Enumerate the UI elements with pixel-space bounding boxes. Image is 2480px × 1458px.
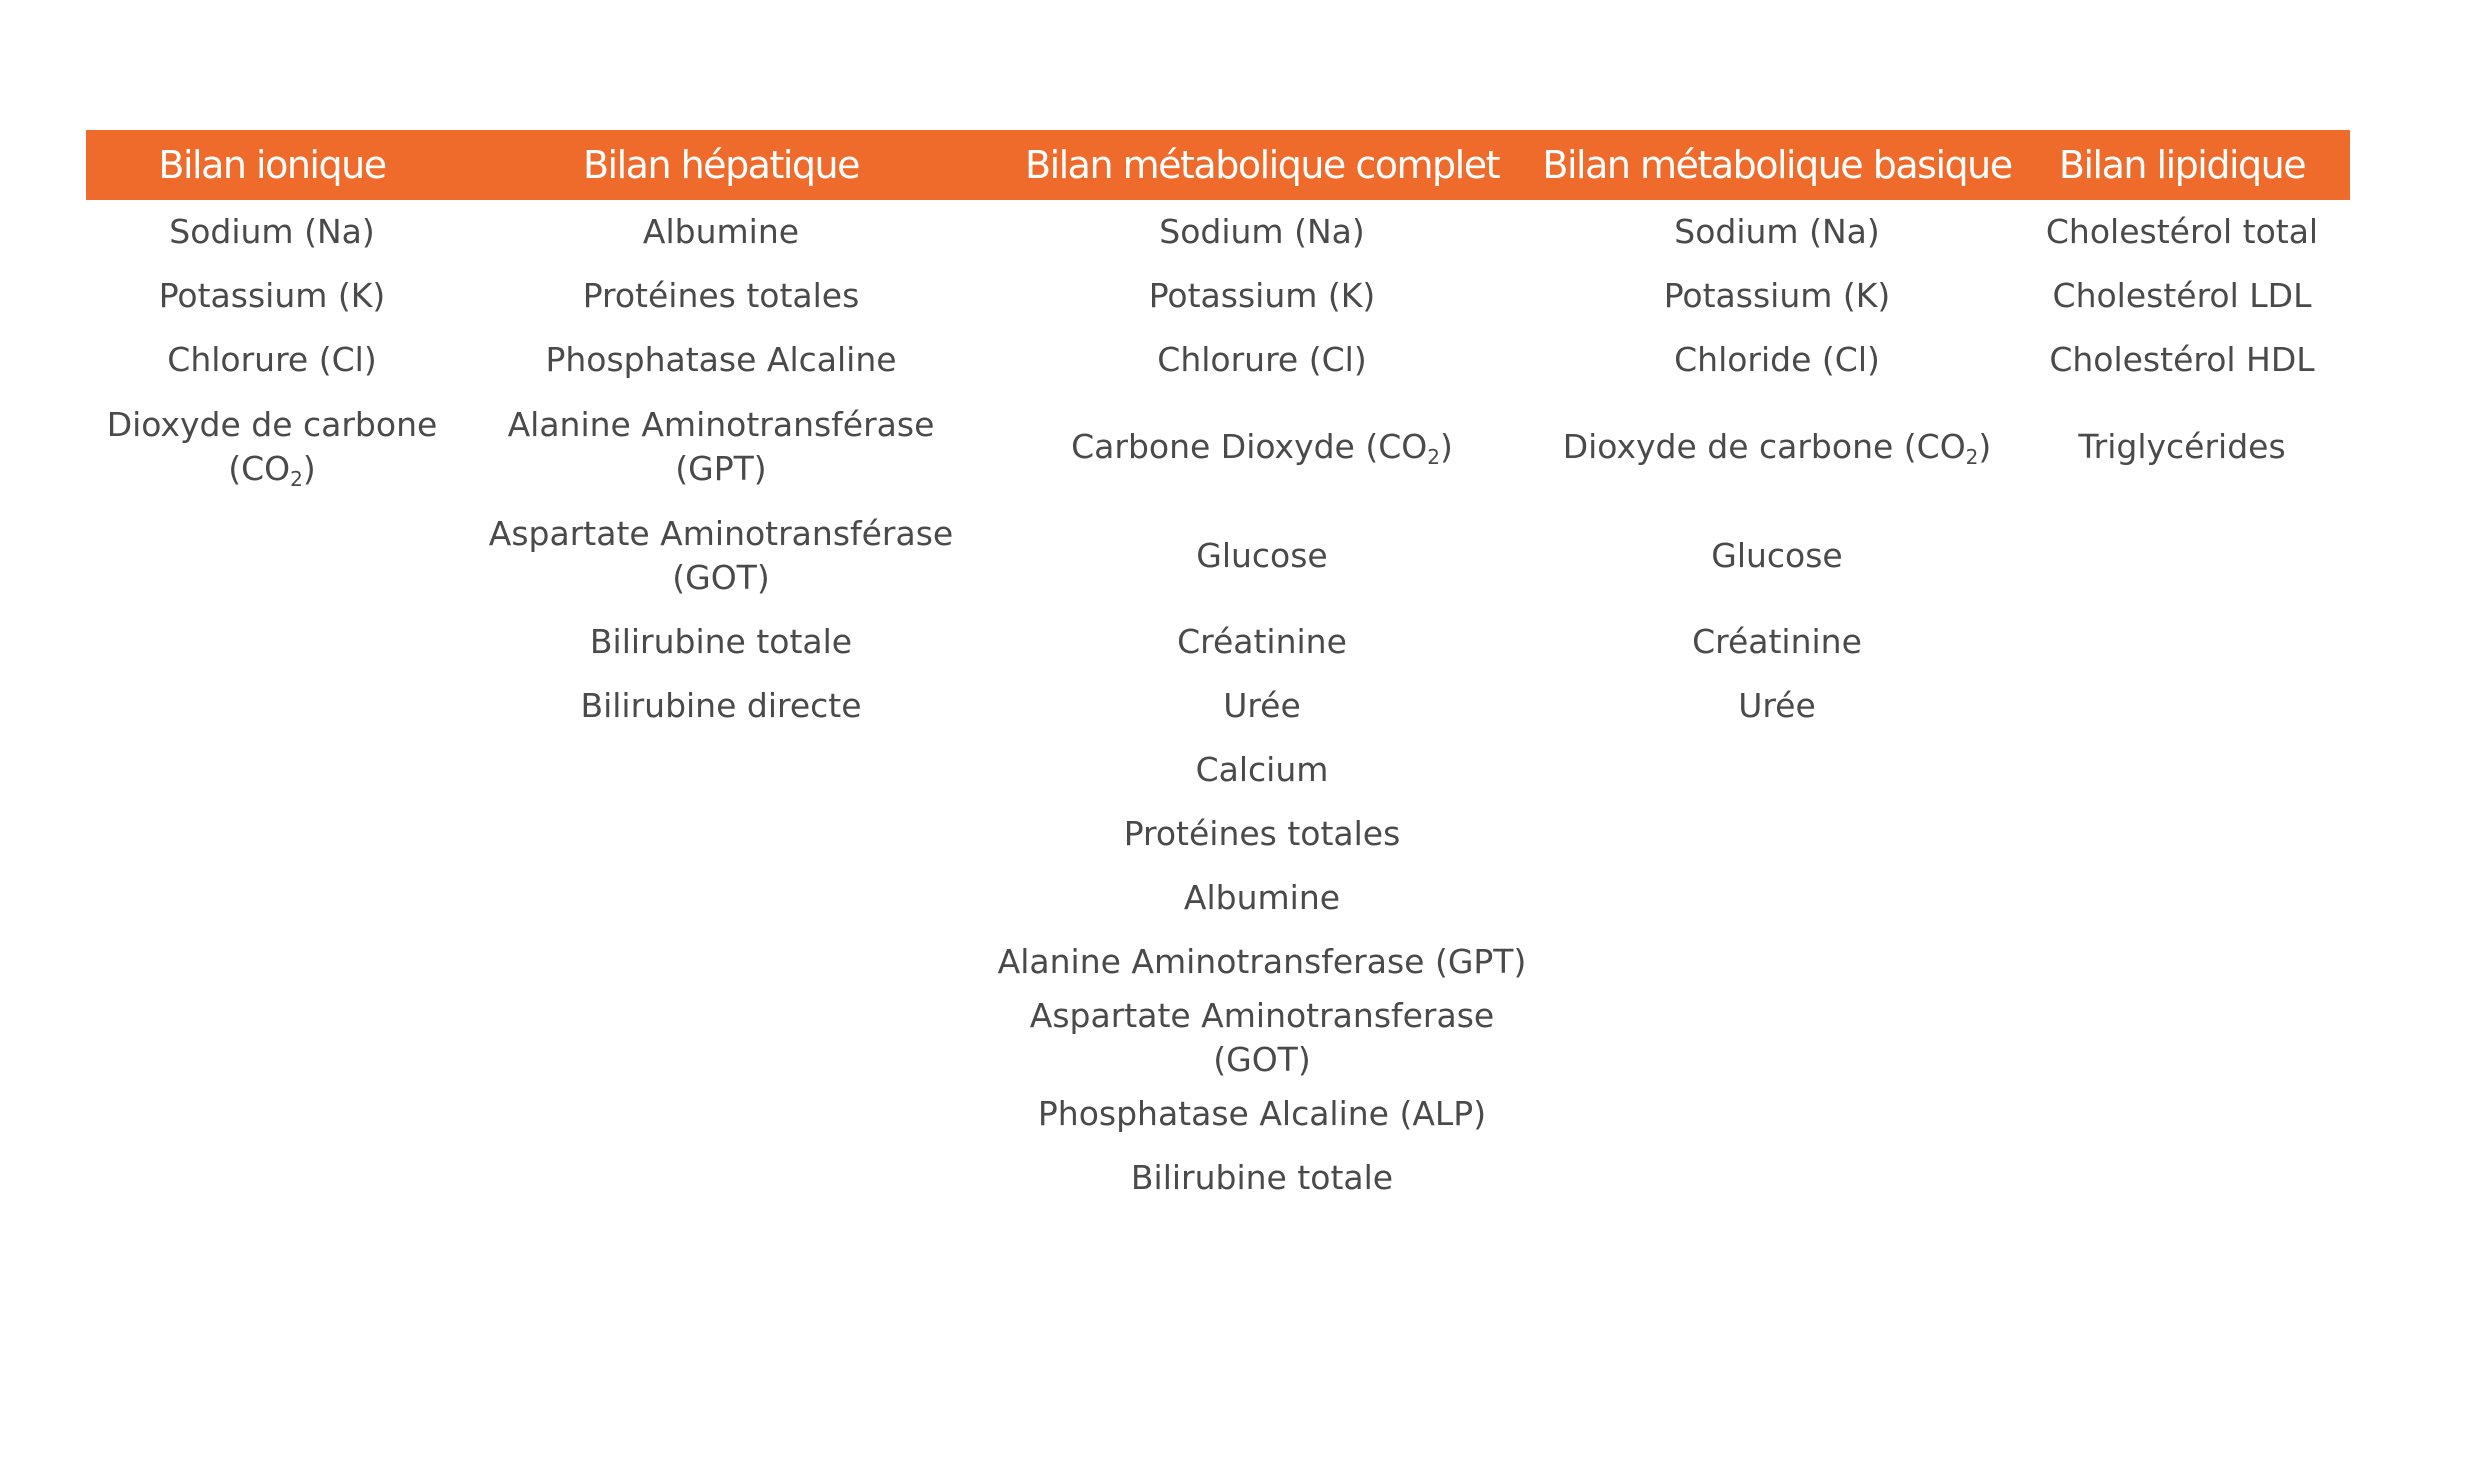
cell-empty [458, 994, 984, 1082]
cell-empty [86, 1146, 458, 1210]
cell-empty [86, 866, 458, 930]
co2-prefix: Carbone Dioxyde (CO [1071, 427, 1428, 466]
cell-item: Bilirubine totale [1130, 1158, 1394, 1197]
cell-empty [2014, 1082, 2350, 1146]
cell-empty [458, 866, 984, 930]
cell-empty [458, 930, 984, 994]
cell-empty [2014, 738, 2350, 802]
table-row [86, 1146, 2350, 1210]
cell-empty [458, 802, 984, 866]
cell-empty [86, 1082, 458, 1146]
table-row [86, 200, 2350, 264]
co2-subscript: 2 [290, 467, 303, 491]
cell-empty [1540, 1146, 2014, 1210]
cell-empty [2014, 930, 2350, 994]
panel-comparison-table [86, 130, 2350, 1210]
cell-empty [86, 502, 458, 610]
co2-suffix: ) [1978, 427, 1992, 466]
cell-item: Potassium (K) [158, 276, 386, 315]
cell-item: Chlorure (Cl) [1157, 340, 1367, 379]
cell-empty [86, 610, 458, 674]
cell-item: Bilirubine directe [580, 686, 862, 725]
cell-item: Albumine [642, 212, 800, 251]
table-row [86, 502, 2350, 610]
cell-item: Phosphatase Alcaline [545, 340, 897, 379]
cell-empty [1540, 738, 2014, 802]
co2-subscript: 2 [1965, 445, 1979, 469]
co2-suffix: ) [302, 449, 316, 488]
cell-item: Sodium (Na) [169, 212, 375, 251]
cell-empty [1540, 1082, 2014, 1146]
cell-item: Potassium (K) [1148, 276, 1376, 315]
cell-empty [86, 930, 458, 994]
cell-co2 [86, 392, 458, 502]
header-complete-metabolic-panel: Bilan métabolique complet [984, 130, 1540, 200]
cell-item: Créatinine [1692, 622, 1862, 661]
cell-empty [1540, 994, 2014, 1082]
cell-item: Alanine Aminotransférase (GPT) [507, 405, 935, 488]
cell-item: Cholestérol HDL [2049, 340, 2315, 379]
cell-item: Sodium (Na) [1159, 212, 1365, 251]
header-basic-metabolic-panel: Bilan métabolique basique [1540, 130, 2014, 200]
cell-empty [1540, 802, 2014, 866]
table-row [86, 866, 2350, 930]
header-row [86, 130, 2350, 200]
cell-empty [458, 1146, 984, 1210]
cell-empty [2014, 674, 2350, 738]
table-row [86, 994, 2350, 1082]
cell-item: Potassium (K) [1663, 276, 1891, 315]
cell-co2 [1540, 392, 2014, 502]
table-row [86, 802, 2350, 866]
cell-empty [86, 802, 458, 866]
table-row [86, 738, 2350, 802]
cell-item: Albumine [1183, 878, 1341, 917]
cell-item: Protéines totales [1123, 814, 1401, 853]
cell-item: Cholestérol LDL [2052, 276, 2312, 315]
table-row [86, 328, 2350, 392]
cell-empty [2014, 502, 2350, 610]
cell-empty [2014, 994, 2350, 1082]
table-row [86, 1082, 2350, 1146]
cell-item: Glucose [1196, 536, 1328, 575]
header-liver-panel: Bilan hépatique [458, 130, 984, 200]
cell-item: Glucose [1711, 536, 1843, 575]
cell-empty [458, 1082, 984, 1146]
cell-item: Bilirubine totale [589, 622, 853, 661]
cell-item: Sodium (Na) [1674, 212, 1880, 251]
cell-empty [2014, 610, 2350, 674]
cell-empty [2014, 866, 2350, 930]
table-row [86, 674, 2350, 738]
cell-item: Alanine Aminotransferase (GPT) [997, 942, 1527, 981]
cell-item: Protéines totales [582, 276, 860, 315]
co2-subscript: 2 [1427, 445, 1440, 469]
cell-item: Cholestérol total [2045, 212, 2319, 251]
cell-empty [86, 994, 458, 1082]
cell-item: Aspartate Aminotransférase (GOT) [488, 514, 954, 597]
cell-co2 [984, 392, 1540, 502]
cell-empty [2014, 802, 2350, 866]
cell-item: Urée [1223, 686, 1301, 725]
cell-item: Phosphatase Alcaline (ALP) [1037, 1094, 1487, 1133]
cell-item: Aspartate Aminotransferase (GOT) [1029, 996, 1495, 1079]
table-row [86, 264, 2350, 328]
cell-item: Calcium [1195, 750, 1329, 789]
cell-empty [86, 674, 458, 738]
cell-empty [458, 738, 984, 802]
header-ionic-panel: Bilan ionique [86, 130, 458, 200]
co2-prefix: Dioxyde de carbone (CO [1562, 427, 1966, 466]
table-row [86, 392, 2350, 502]
table-row [86, 930, 2350, 994]
cell-empty [1540, 930, 2014, 994]
cell-empty [86, 738, 458, 802]
cell-empty [2014, 1146, 2350, 1210]
cell-item: Chlorure (Cl) [167, 340, 377, 379]
cell-item: Créatinine [1177, 622, 1347, 661]
cell-item: Chloride (Cl) [1674, 340, 1880, 379]
co2-suffix: ) [1439, 427, 1453, 466]
co2-prefix: Dioxyde de carbone (CO [106, 405, 438, 488]
cell-item: Triglycérides [2078, 427, 2286, 466]
header-lipid-panel: Bilan lipidique [2014, 130, 2350, 200]
cell-empty [1540, 866, 2014, 930]
cell-item: Urée [1738, 686, 1816, 725]
table-row [86, 610, 2350, 674]
